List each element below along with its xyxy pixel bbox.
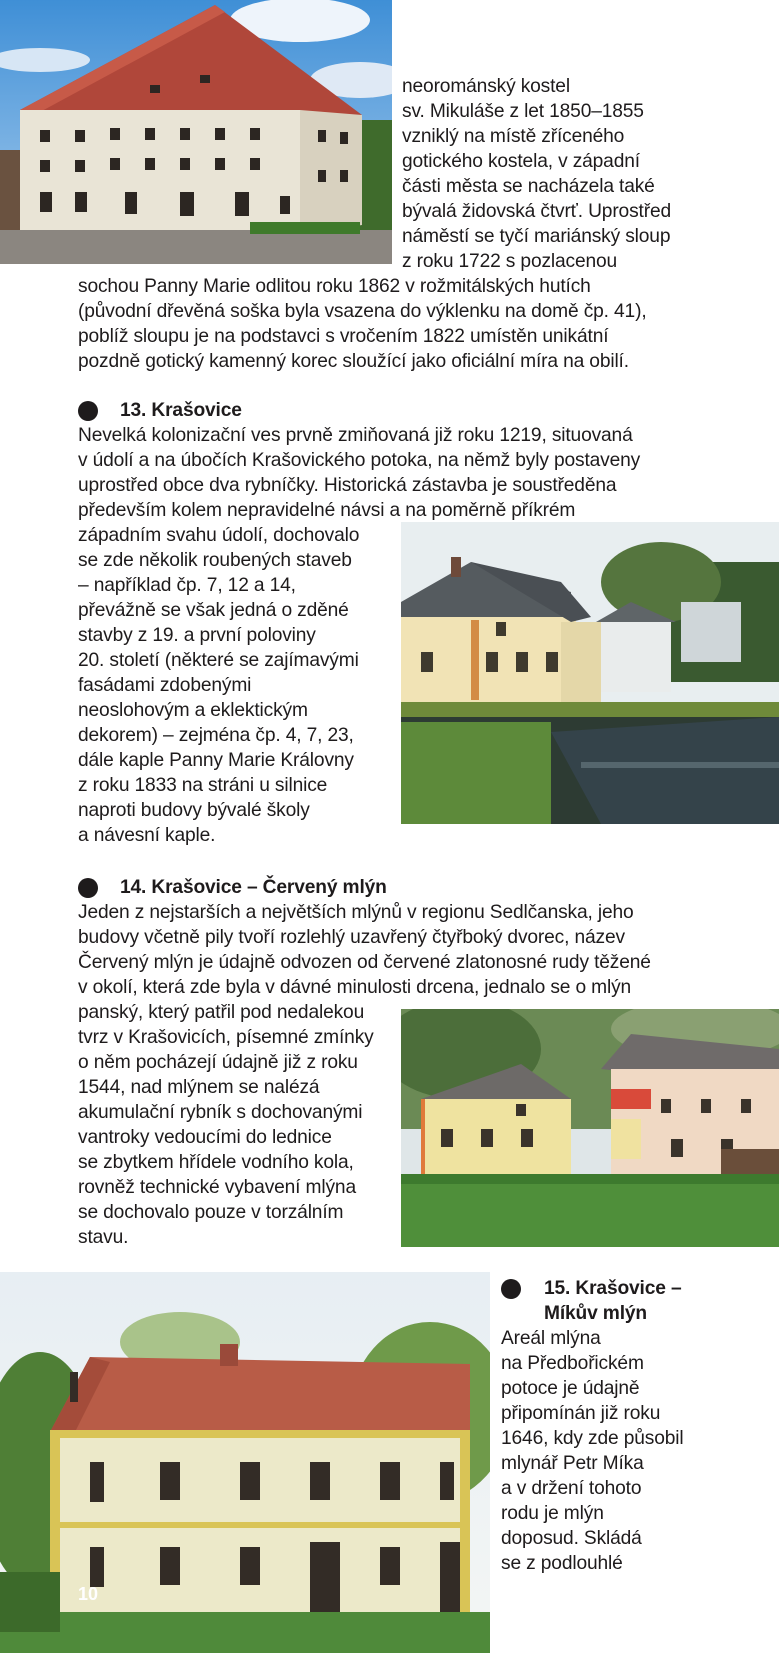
section-15-line: připomínán již roku [501, 1403, 661, 1424]
section-15-line: doposud. Skládá [501, 1528, 642, 1549]
intro-line: pozdně gotický kamenný korec sloužící jako oficiální míra na obilí. [78, 351, 629, 372]
section-15-line: se z podlouhlé [501, 1553, 623, 1574]
section-14-line: budovy včetně pily tvoří rozlehlý uzavřený čtyřboký dvorec, název [78, 927, 625, 948]
section-15-line: Areál mlýna [501, 1328, 601, 1349]
section-heading-14: 14. Krašovice – Červený mlýn [120, 877, 387, 898]
page-number: 10 [78, 1584, 99, 1604]
section-13-line: z roku 1833 na stráni u silnice [78, 775, 328, 796]
section-14-line: vantroky vedoucími do lednice [78, 1127, 332, 1148]
section-14-line: se zbytkem hřídele vodního kola, [78, 1152, 354, 1173]
section-13-line: dekorem) – zejména čp. 4, 7, 23, [78, 725, 354, 746]
section-13-line: Nevelká kolonizační ves prvně zmiňovaná již roku 1219, situovaná [78, 425, 633, 446]
section-heading-15-cont: Míkův mlýn [544, 1303, 647, 1324]
section-13-line: se zde několik roubených staveb [78, 550, 352, 571]
section-13-line: v údolí a na úbočích Krašovického potoka, na němž byly postaveny [78, 450, 641, 471]
section-bullet-15 [501, 1279, 521, 1299]
intro-line: sochou Panny Marie odlitou roku 1862 v rožmitálských hutích [78, 276, 591, 297]
section-14-line: se dochovalo pouze v torzálním [78, 1202, 344, 1223]
section-13-line: dále kaple Panny Marie Královny [78, 750, 354, 771]
section-14-line: stavu. [78, 1227, 129, 1248]
section-13-line: – například čp. 7, 12 a 14, [78, 575, 296, 596]
section-13-line: převážně se však jedná o zděné [78, 600, 349, 621]
intro-line: části města se nacházela také [402, 176, 655, 197]
section-bullet-13 [78, 401, 98, 421]
section-14-line: 1544, nad mlýnem se nalézá [78, 1077, 320, 1098]
section-13-line: především kolem nepravidelné návsi a na poměrně příkrém [78, 500, 576, 521]
section-14-line: panský, který patřil pod nedalekou [78, 1002, 365, 1023]
intro-line: z roku 1722 s pozlacenou [402, 251, 618, 272]
section-14-line: Jeden z nejstarších a největších mlýnů v regionu Sedlčanska, jeho [78, 902, 634, 923]
section-15-line: a v držení tohoto [501, 1478, 642, 1499]
section-13-line: uprostřed obce dva rybníčky. Historická zástavba je soustředěna [78, 475, 617, 496]
photo-mikuv-mlyn [0, 1272, 490, 1653]
section-13-line: neoslohovým a eklektickým [78, 700, 308, 721]
photo-cerveny-mlyn [401, 1009, 779, 1247]
section-14-line: v okolí, která zde byla v dávné minulosti drcena, jednalo se o mlýn [78, 977, 632, 998]
section-14-line: o něm pocházejí údajně již z roku [78, 1052, 358, 1073]
section-heading-13: 13. Krašovice [120, 400, 242, 421]
section-14-line: akumulační rybník s dochovanými [78, 1102, 363, 1123]
intro-line: poblíž sloupu je na podstavci s vročením 1822 umístěn unikátní [78, 326, 609, 347]
intro-line: gotického kostela, v západní [402, 151, 640, 172]
section-14-line: tvrz v Krašovicích, písemné zmínky [78, 1027, 374, 1048]
section-bullet-14 [78, 878, 98, 898]
section-13-line: 20. století (některé se zajímavými [78, 650, 359, 671]
photo-granary [0, 0, 392, 264]
intro-line: neorománský kostel [402, 76, 570, 97]
intro-line: bývalá židovská čtvrť. Uprostřed [402, 201, 671, 222]
section-heading-15: 15. Krašovice – [544, 1278, 682, 1299]
section-13-line: fasádami zdobenými [78, 675, 252, 696]
section-13-line: naproti budovy bývalé školy [78, 800, 310, 821]
section-15-line: 1646, kdy zde působil [501, 1428, 684, 1449]
section-15-line: na Předbořickém [501, 1353, 644, 1374]
photo-krasovice-pond [401, 522, 779, 824]
intro-line: vzniklý na místě zříceného [402, 126, 625, 147]
section-15-line: mlynář Petr Míka [501, 1453, 644, 1474]
intro-line: (původní dřevěná soška byla vsazena do výklenku na domě čp. 41), [78, 301, 647, 322]
section-13-line: západním svahu údolí, dochovalo [78, 525, 360, 546]
section-13-line: stavby z 19. a první poloviny [78, 625, 316, 646]
intro-line: sv. Mikuláše z let 1850–1855 [402, 101, 644, 122]
intro-line: náměstí se tyčí mariánský sloup [402, 226, 671, 247]
section-13-line: a návesní kaple. [78, 825, 216, 846]
section-14-line: rovněž technické vybavení mlýna [78, 1177, 356, 1198]
section-15-line: potoce je údajně [501, 1378, 640, 1399]
section-15-line: rodu je mlýn [501, 1503, 604, 1524]
section-14-line: Červený mlýn je údajně odvozen od červené zlatonosné rudy těžené [78, 952, 651, 973]
